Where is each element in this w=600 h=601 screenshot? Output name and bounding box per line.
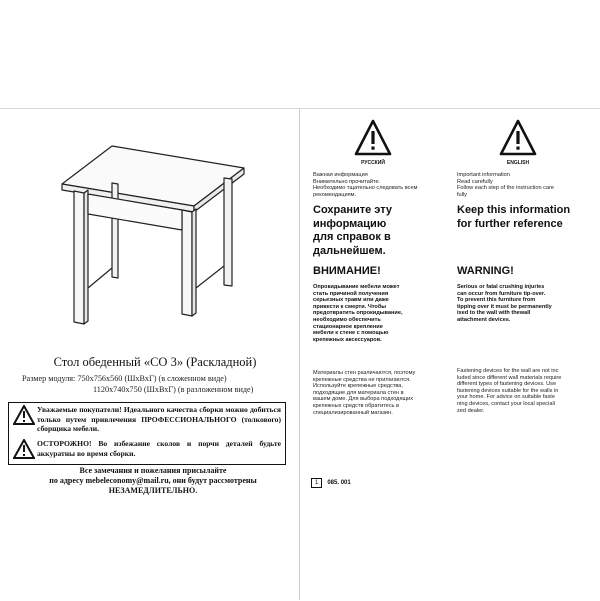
lang-ru: РУССКИЙ xyxy=(361,160,385,166)
ru-fastening-line: подходящие для материала стен в xyxy=(313,389,404,396)
en-keep-info xyxy=(457,204,570,231)
table-illustration xyxy=(52,138,252,338)
en-warning-line: To prevent this furniture from xyxy=(457,297,536,304)
warning-triangle-icon xyxy=(13,405,35,425)
en-fastening-line: fastening devices suitable for the walls in xyxy=(457,387,559,394)
attention-icon xyxy=(353,118,393,158)
en-warning-line: attachment devices. xyxy=(457,316,511,323)
en-fastening-line: different types of fastening devices. Use xyxy=(457,381,557,388)
size-unfolded: 1120х740х750 (ШхВхГ) (в разложенном виде) xyxy=(93,385,254,394)
en-keep-line: for further reference xyxy=(457,217,563,230)
ru-warning-line: крепежных аксессуаров. xyxy=(313,336,382,343)
en-intro-line: Read carefully xyxy=(457,178,493,185)
ru-keep-line: дальнейшем. xyxy=(313,244,386,257)
en-warning-line: can occur from furniture tip-over. xyxy=(457,290,546,297)
warning-triangle-icon xyxy=(13,439,35,459)
ru-keep-line: для справок в xyxy=(313,231,391,243)
en-fastening-line: Fastening devices for the wall are not inc xyxy=(457,368,559,374)
ru-keep-info xyxy=(313,204,392,258)
en-warning-line: tipping over it must be permanently xyxy=(457,303,552,310)
remarks-line: Все замечания и пожелания присылайте xyxy=(79,466,227,475)
en-intro-line: Follow each step of the instruction care xyxy=(457,185,555,192)
ru-warning-line: необходимо обеспечить xyxy=(313,316,381,323)
ru-intro-line: Важная информация xyxy=(313,172,368,178)
en-keep-line: Keep this information xyxy=(457,204,571,216)
ru-warning-line: Опрокидывание мебели может xyxy=(313,284,400,290)
document-number xyxy=(311,478,351,488)
ru-fastening-line: крепежные средства не прилагаются. xyxy=(313,376,411,383)
ru-intro-line: рекомендациям. xyxy=(313,191,357,198)
ru-warning-text xyxy=(313,284,403,343)
ru-warning-line: предотвратить опрокидывание, xyxy=(313,310,403,317)
ru-warning-line: стационарное крепление xyxy=(313,323,383,330)
ru-warning-title: ВНИМАНИЕ! xyxy=(313,265,381,277)
en-intro-line: Important information xyxy=(457,172,510,178)
product-title: Стол обеденный «СО 3» (Раскладной) xyxy=(53,355,257,369)
ru-warning-line: мебели к стене с помощью xyxy=(313,330,389,337)
ru-keep-line: информацию xyxy=(313,217,387,230)
en-fastening-line: luded since different wall materials require xyxy=(457,374,562,381)
ru-fastening-text xyxy=(313,370,415,416)
en-fastening-line: your home. For advice on suitable faste xyxy=(457,394,555,401)
remarks xyxy=(18,466,288,496)
en-intro xyxy=(457,172,554,198)
en-intro-line: fully xyxy=(457,191,467,198)
ru-warning-line: стать причиной получения xyxy=(313,290,389,297)
en-fastening-text xyxy=(457,368,561,414)
size-folded: Размер модуля: 750х756х560 (ШхВхГ) (в сложенном виде) xyxy=(22,374,227,383)
page-number-box: 1 xyxy=(311,478,322,488)
ru-fastening-line: Материалы стен различаются, поэтому xyxy=(313,370,416,376)
ru-fastening-line: Используйте крепежные средства, xyxy=(313,383,403,390)
ru-warning-line: серьезных травм или даже xyxy=(313,297,389,304)
lang-en: ENGLISH xyxy=(506,160,530,166)
notice-assembly: Уважаемые покупатели! Идеального качества сборки можно добиться только путем привлечения ПРОФЕССИОНАЛЬНОГО (толкового) сборщика мебели. xyxy=(37,405,281,434)
ru-intro xyxy=(313,172,417,198)
notice-caution: ОСТОРОЖНО! Во избежание сколов и порчи деталей будьте аккуратны во время сборки. xyxy=(37,439,281,458)
en-warning-text xyxy=(457,284,552,324)
ru-keep-line: Сохраните эту xyxy=(313,204,393,216)
ru-fastening-line: специализированный магазин. xyxy=(313,409,393,416)
remarks-line: по адресу mebeleconomy@mail.ru, они будут рассмотрены xyxy=(49,476,257,485)
ru-fastening-line: крепежных средств обратитесь в xyxy=(313,402,399,409)
en-warning-line: Serious or fatal crushing injuries xyxy=(457,284,545,290)
en-fastening-line: ning devices, contact your local speciali xyxy=(457,400,555,407)
ru-intro-line: Необходимо тщательно следовать всем xyxy=(313,185,418,192)
page-fold xyxy=(299,108,300,600)
en-fastening-line: zed dealer. xyxy=(457,407,485,414)
en-warning-line: ixed to the wall with thewall xyxy=(457,310,531,317)
ru-fastening-line: вашем доме. Для выбора подходящих xyxy=(313,396,413,403)
document-code: 085. 001 xyxy=(327,480,351,486)
remarks-line: НЕЗАМЕДЛИТЕЛЬНО. xyxy=(108,486,198,495)
ru-warning-line: привести к смерти. Чтобы xyxy=(313,303,387,310)
notice-box xyxy=(8,402,286,465)
en-warning-title: WARNING! xyxy=(457,265,514,277)
attention-icon xyxy=(498,118,538,158)
ru-intro-line: Внимательно прочитайте. xyxy=(313,178,381,185)
